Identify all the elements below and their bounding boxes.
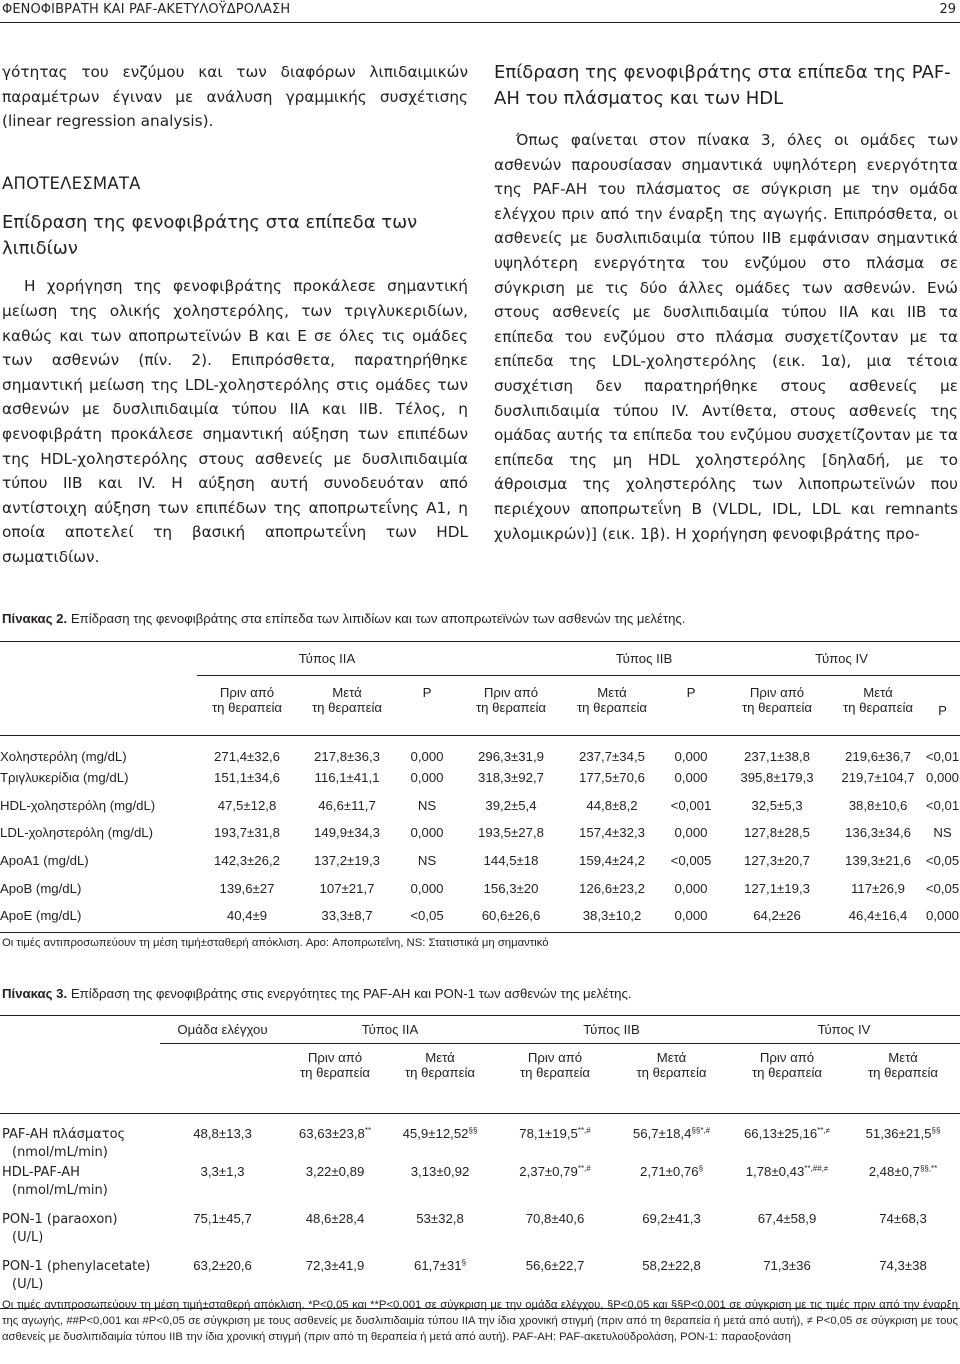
table3-caption xyxy=(2,986,958,1001)
table2-cell: 127,3±20,7 xyxy=(744,853,810,869)
table2-subheader: Μετά τη θεραπεία xyxy=(576,685,648,715)
table3-cell-value: 63,63±23,8 xyxy=(298,1126,365,1141)
table2-cell: 156,3±20 xyxy=(483,880,539,896)
table2-footnote: Οι τιμές αντιπροσωπεύουν τη μέση τιμή±σταθερή απόκλιση. Apo: Αποπρωτεΐνη, NS: Στατιστικά μη σημαντικό xyxy=(2,937,549,949)
table2-cell: <0,05 xyxy=(925,880,960,896)
table3-row-label-unit: (nmol/mL/min) xyxy=(12,1183,108,1198)
table2-cell: 139,6±27 xyxy=(219,880,275,896)
table3-row xyxy=(0,1114,960,1163)
table3-cell-value: 48,6±28,4 xyxy=(305,1211,365,1226)
table2-cell: 151,1±34,6 xyxy=(214,770,280,785)
table2-subheader: Μετά τη θεραπεία xyxy=(842,685,914,715)
table2-cell: 159,4±24,2 xyxy=(579,853,645,869)
lipids-paragraph: Η χορήγηση της φενοφιβράτης προκάλεσε σημαντική μείωση της ολικής χοληστερόλης, των τριγλυκεριδίων, καθώς και των αποπρωτεϊνών B και E σε όλες τις ομάδες των ασθενών (πίν. 2). Επιπρόσθετα, παρατηρήθηκε σημαντική μείωση της LDL-χοληστερόλης στις ομάδες των ασθενών με δυσλιπιδαιμία τύπου IIA και IIB. Τέλος, η φενοφιβράτη προκάλεσε σημαντική αύξηση των επιπέδων της HDL-χοληστερόλης στους ασθενείς με δυσλιπιδαιμία τύπου IIB και IV. Η αύξηση αυτή συνοδευόταν από αντίστοιχη αύξηση των επιπέδων της αποπρωτεΐνης A1, η οποία αποτελεί τη βασική αποπρωτεΐνη των HDL σωματιδίων. xyxy=(2,277,468,566)
table3-cell-marker: **,# xyxy=(577,1164,591,1173)
table2-cell: 0,000 xyxy=(674,880,708,896)
table2-cell: 217,8±36,3 xyxy=(314,749,380,764)
table3-row-label-unit: (U/L) xyxy=(12,1230,44,1245)
table2-cell: <0,001 xyxy=(670,797,712,813)
table2-cell: 0,000 xyxy=(674,770,708,785)
table3-cell xyxy=(385,1114,495,1163)
table3-cell xyxy=(846,1209,960,1256)
table2-cell: NS xyxy=(417,853,437,869)
table2-cell: 64,2±26 xyxy=(753,908,801,924)
table2-cell: <0,05 xyxy=(410,908,444,924)
table2-cell: 177,5±70,6 xyxy=(579,770,645,785)
table3-cell xyxy=(160,1114,285,1163)
table3-cell-value: 71,3±36 xyxy=(763,1258,811,1273)
table2-row xyxy=(0,875,960,903)
table3-cell xyxy=(385,1162,495,1209)
table2-cell: 0,000 xyxy=(410,749,444,764)
table3-cell xyxy=(160,1209,285,1256)
table2-cell: 139,3±21,6 xyxy=(845,853,911,869)
table2-cell: 127,1±19,3 xyxy=(744,880,810,896)
table3-group-header: Τύπος IIA xyxy=(285,1016,495,1044)
table3-cell xyxy=(615,1114,728,1163)
table3-cell-value: 53±32,8 xyxy=(416,1211,464,1226)
table2-row xyxy=(0,902,960,932)
table3-subheader: Μετά τη θεραπεία xyxy=(636,1050,707,1080)
table2-cell: 193,5±27,8 xyxy=(478,825,544,841)
table2-row-label: Τριγλυκερίδια (mg/dL) xyxy=(0,770,129,785)
table3-row-label xyxy=(0,1162,160,1209)
table2-cell: 127,8±28,5 xyxy=(744,825,810,841)
table3-cell-marker: §§ xyxy=(468,1126,478,1135)
table2-cell: 44,8±8,2 xyxy=(586,797,638,813)
table2-group-header: Τύπος IV xyxy=(723,642,960,676)
table2-row xyxy=(0,792,960,820)
table3-cell-value: 66,13±25,16 xyxy=(743,1126,818,1141)
table3-cell xyxy=(615,1162,728,1209)
table2-cell: 0,000 xyxy=(410,770,444,785)
table3-row-label-unit: (U/L) xyxy=(12,1277,44,1292)
table2-cell: 157,4±32,3 xyxy=(579,825,645,841)
table2-cell: <0,05 xyxy=(925,853,960,869)
table3-subheader: Πριν από τη θεραπεία xyxy=(519,1050,591,1080)
table2-cell: 38,3±10,2 xyxy=(582,908,642,924)
table3-cell-value: 74±68,3 xyxy=(879,1211,927,1226)
table3-cell-marker: § xyxy=(461,1258,467,1267)
table2-group-header: Τύπος IIA xyxy=(197,642,457,676)
table3-cell-value: 48,8±13,3 xyxy=(193,1126,252,1141)
table3-row-label-main: HDL-PAF-AH xyxy=(2,1165,80,1180)
table2-cell: NS xyxy=(933,825,952,841)
table3-cell-marker: **,##,≠ xyxy=(804,1164,829,1173)
table2-row-label: LDL-χοληστερόλη (mg/dL) xyxy=(0,825,154,841)
table3-label: Πίνακας 3. xyxy=(2,986,68,1001)
table3-cell xyxy=(160,1162,285,1209)
table2-cell: 33,3±8,7 xyxy=(321,908,373,924)
table2-cell: 107±21,7 xyxy=(319,880,375,896)
section-title: ΑΠΟΤΕΛΕΣΜΑΤΑ xyxy=(2,173,141,193)
table2-cell: 38,8±10,6 xyxy=(848,797,908,813)
table3-cell-value: 58,2±22,8 xyxy=(642,1258,701,1273)
table2-cell: 116,1±41,1 xyxy=(314,770,380,785)
table3-cell xyxy=(285,1209,385,1256)
table3-cell-marker: ** xyxy=(364,1126,372,1135)
table2-subheader: P xyxy=(938,703,947,718)
table3-cell-value: 51,36±21,5 xyxy=(865,1126,932,1141)
table3-cell xyxy=(846,1162,960,1209)
running-title: ΦΕΝΟΦΙΒΡΑΤΗ ΚΑΙ PAF-ΑΚΕΤΥΛΟΫΔΡΟΛΑΣΗ xyxy=(2,2,291,17)
table3-cell xyxy=(495,1209,615,1256)
table3-cell xyxy=(728,1114,846,1163)
table3-cell-value: 75,1±45,7 xyxy=(193,1211,252,1226)
table3-cell-marker: §§*,# xyxy=(691,1126,711,1135)
table2-group-header: Τύπος IIB xyxy=(565,642,723,676)
table3-cell-value: 2,37±0,79 xyxy=(519,1164,578,1179)
table3-row-label-unit: (nmol/mL/min) xyxy=(12,1145,108,1160)
running-header xyxy=(0,0,960,23)
table2-cell: 219,7±104,7 xyxy=(841,770,915,785)
table2-cell: 0,000 xyxy=(674,749,708,764)
table2-row-label: ApoB (mg/dL) xyxy=(0,880,82,896)
table2-caption xyxy=(2,611,958,626)
table3-cell-value: 56,6±22,7 xyxy=(525,1258,585,1273)
table2 xyxy=(0,641,960,933)
table3-cell xyxy=(285,1114,385,1163)
table2-cell: 137,2±19,3 xyxy=(314,853,380,869)
table2-row xyxy=(0,736,960,765)
table3-cell-value: 3,13±0,92 xyxy=(410,1164,470,1179)
pafah-subheading: Επίδραση της φενοφιβράτης στα επίπεδα της PAF-AH του πλάσματος και των HDL xyxy=(494,62,951,109)
table2-cell: <0,01 xyxy=(925,797,960,813)
table2-cell: 0,000 xyxy=(410,880,444,896)
table3-group-header: Τύπος IV xyxy=(728,1016,960,1044)
table3-row-label xyxy=(0,1114,160,1163)
table2-body xyxy=(0,736,960,933)
table2-cell: 237,1±38,8 xyxy=(744,749,810,764)
table3-subheader: Πριν από τη θεραπεία xyxy=(299,1050,371,1080)
table3-cell-value: 2,71±0,76 xyxy=(639,1164,699,1179)
table2-cell: 193,7±31,8 xyxy=(214,825,280,841)
table2-cell: 39,2±5,4 xyxy=(485,797,537,813)
table2-cell: 0,000 xyxy=(925,770,959,785)
table2-row-label: ApoE (mg/dL) xyxy=(0,908,82,924)
table3-cell-value: 3,3±1,3 xyxy=(200,1164,245,1179)
page-number: 29 xyxy=(939,2,956,17)
table3-cell xyxy=(495,1114,615,1163)
table3-subheader: Μετά τη θεραπεία xyxy=(867,1050,939,1080)
left-column xyxy=(2,60,468,570)
table3-cell xyxy=(728,1162,846,1209)
table3-cell-marker: § xyxy=(698,1164,704,1173)
table3-cell-marker: **,# xyxy=(577,1126,591,1135)
table2-row-label: ApoA1 (mg/dL) xyxy=(0,853,89,869)
table3-cell-value: 67,4±58,9 xyxy=(757,1211,817,1226)
table3-row xyxy=(0,1209,960,1256)
table2-subheader: Πριν από τη θεραπεία xyxy=(475,685,547,715)
table2-cell: 117±26,9 xyxy=(851,880,905,896)
table2-row-label: Χοληστερόλη (mg/dL) xyxy=(0,749,127,764)
table3-cell-value: 69,2±41,3 xyxy=(642,1211,701,1226)
table2-cell: <0,005 xyxy=(670,853,712,869)
table2-cell: 47,5±12,8 xyxy=(217,797,277,813)
table2-cell: 40,4±9 xyxy=(226,908,268,924)
right-column xyxy=(494,60,958,546)
table2-cell: 0,000 xyxy=(410,825,444,841)
table3-cell xyxy=(495,1162,615,1209)
pafah-paragraph: Όπως φαίνεται στον πίνακα 3, όλες οι ομάδες των ασθενών παρουσίασαν σημαντικά υψηλότερη ενεργότητα της PAF-AH του πλάσματος σε σύγκριση με την ομάδα ελέγχου πριν από την έναρξη της αγωγής. Επιπρόσθετα, οι ασθενείς με δυσλιπιδαιμία τύπου IIB εμφάνισαν σημαντικά υψηλότερη ενεργότητα του ενζύμου στο πλάσμα σε σύγκριση με τις δύο άλλες ομάδες των ασθενών. Ενώ στους ασθενείς με δυσλιπιδαιμία τύπου IIA και IIB τα επίπεδα του ενζύμου στο πλάσμα συσχετίζονταν με τα επίπεδα της LDL-χοληστερόλης (εικ. 1α), μια τέτοια συσχέτιση δεν παρατηρήθηκε στους ασθενείς με δυσλιπιδαιμία τύπου IV. Αντίθετα, στους ασθενείς της ομάδας αυτής τα επίπεδα του ενζύμου συσχετίζονταν με τα επίπεδα της μη HDL χοληστερόλης [δηλαδή, με το άθροισμα της χοληστερόλης των λιποπρωτεϊνών που περιέχουν αποπρωτεΐνη B (VLDL, IDL, LDL και remnants χυλομικρών)] (εικ. 1β). Η χορήγηση φενοφιβράτης προ- xyxy=(494,131,958,543)
table3-cell xyxy=(385,1209,495,1256)
table3-cell-value: 45,9±12,52 xyxy=(402,1126,469,1141)
table3-cell-value: 2,48±0,7 xyxy=(868,1164,920,1179)
table2-cell: 126,6±23,2 xyxy=(579,880,645,896)
table2-cell: 60,6±26,6 xyxy=(481,908,541,924)
table3-cell-value: 3,22±0,89 xyxy=(305,1164,365,1179)
table2-cell: 149,9±34,3 xyxy=(314,825,380,841)
table2-caption-text: Επίδραση της φενοφιβράτης στα επίπεδα των λιπιδίων και των αποπρωτεϊνών των ασθενών της μελέτης. xyxy=(70,611,686,626)
table2-row-label: HDL-χοληστερόλη (mg/dL) xyxy=(0,797,156,813)
intro-paragraph: γότητας του ενζύμου και των διαφόρων λιπιδαιμικών παραμέτρων έγιναν με ανάλυση γραμμικής συσχέτισης (linear regression analysis). xyxy=(2,63,468,131)
table2-cell: 0,000 xyxy=(925,908,959,924)
table2-subheader: Μετά τη θεραπεία xyxy=(311,685,383,715)
table3-cell-value: 70,8±40,6 xyxy=(525,1211,585,1226)
table2-cell: NS xyxy=(417,797,437,813)
table2-subheader: Πριν από τη θεραπεία xyxy=(741,685,813,715)
table2-row xyxy=(0,847,960,875)
table3-cell-value: 1,78±0,43 xyxy=(745,1164,805,1179)
table3-row-label-main: PON-1 (phenylacetate) xyxy=(2,1259,151,1274)
table3-cell-marker: **,≠ xyxy=(817,1126,831,1135)
table2-cell: 296,3±31,9 xyxy=(478,749,544,764)
table3-row-label-main: PAF-AH πλάσματος xyxy=(2,1127,126,1142)
lipids-subheading: Επίδραση της φενοφιβράτης στα επίπεδα των λιπιδίων xyxy=(2,212,418,260)
table2-cell: 237,7±34,5 xyxy=(579,749,645,764)
table2-row xyxy=(0,819,960,847)
table3-cell-value: 72,3±41,9 xyxy=(305,1258,365,1273)
table3-cell xyxy=(615,1209,728,1256)
table3-cell xyxy=(846,1114,960,1163)
table2-cell: 318,3±92,7 xyxy=(478,770,544,785)
table3-cell-value: 78,1±19,5 xyxy=(519,1126,578,1141)
table3-group-header: Τύπος IIB xyxy=(495,1016,728,1044)
table3-cell-value: 63,2±20,6 xyxy=(193,1258,252,1273)
table3-subheader: Μετά τη θεραπεία xyxy=(404,1050,476,1080)
table3-cell xyxy=(285,1162,385,1209)
table3-cell xyxy=(728,1209,846,1256)
table2-cell: 0,000 xyxy=(674,908,708,924)
table3-group-header: Ομάδα ελέγχου xyxy=(160,1016,285,1044)
table2-subheader: P xyxy=(422,685,432,700)
table3-footnote: Οι τιμές αντιπροσωπεύουν τη μέση τιμή±σταθερή απόκλιση. *P<0,05 και **P<0,001 σε σύγκριση με την ομάδα ελέγχου, §P<0,05 και §§P<0,001 σε σύγκριση με τις τιμές πριν από την έναρξη της αγωγής, ##P<0,001 και #P<0,05 σε σύγκριση με τους ασθενείς με δυσλιπιδαιμία τύπου IIA την ίδια χρονική στιγμή (πριν από τη θεραπεία ή μετά από αυτή), ≠ P<0,05 σε σύγκριση με τους ασθενείς με δυσλιπιδαιμία τύπου IIB την ίδια χρονική στιγμή (πριν από τη θεραπεία ή μετά από αυτή). PAF-AH: PAF-ακετυλοϋδρολάση, PON-1: παραοξονάση xyxy=(2,1299,958,1343)
table3-cell-value: 56,7±18,4 xyxy=(632,1126,692,1141)
table2-cell: 32,5±5,3 xyxy=(751,797,803,813)
table3-cell-marker: §§,** xyxy=(919,1164,938,1173)
table3-row-label-main: PON-1 (paraoxon) xyxy=(2,1212,118,1227)
table2-row xyxy=(0,764,960,792)
table3-caption-text: Επίδραση της φενοφιβράτης στις ενεργότητες της PAF-AH και PON-1 των ασθενών της μελέτης. xyxy=(70,986,632,1001)
table2-cell: 219,6±36,7 xyxy=(845,749,911,764)
table2-cell: 136,3±34,6 xyxy=(845,825,911,841)
table2-cell: 271,4±32,6 xyxy=(214,749,280,764)
table2-cell: 46,4±16,4 xyxy=(848,908,908,924)
table3-cell-value: 61,7±31 xyxy=(413,1258,462,1273)
table2-cell: 144,5±18 xyxy=(483,853,539,869)
table2-label: Πίνακας 2. xyxy=(2,611,68,626)
table2-cell: 46,6±11,7 xyxy=(318,797,376,813)
table3-row-label xyxy=(0,1209,160,1256)
table3-subheader: Πριν από τη θεραπεία xyxy=(751,1050,823,1080)
table2-cell: 0,000 xyxy=(674,825,708,841)
table2-cell: 142,3±26,2 xyxy=(214,853,280,869)
table3-cell-value: 74,3±38 xyxy=(879,1258,927,1273)
table2-subheader: Πριν από τη θεραπεία xyxy=(211,685,283,715)
table3-body xyxy=(0,1114,960,1309)
table3 xyxy=(0,1015,960,1309)
table3-cell-marker: §§ xyxy=(931,1126,941,1135)
table2-cell: <0,01 xyxy=(925,749,960,764)
table2-cell: 395,8±179,3 xyxy=(740,770,814,785)
table3-row xyxy=(0,1162,960,1209)
table2-subheader: P xyxy=(686,685,696,700)
